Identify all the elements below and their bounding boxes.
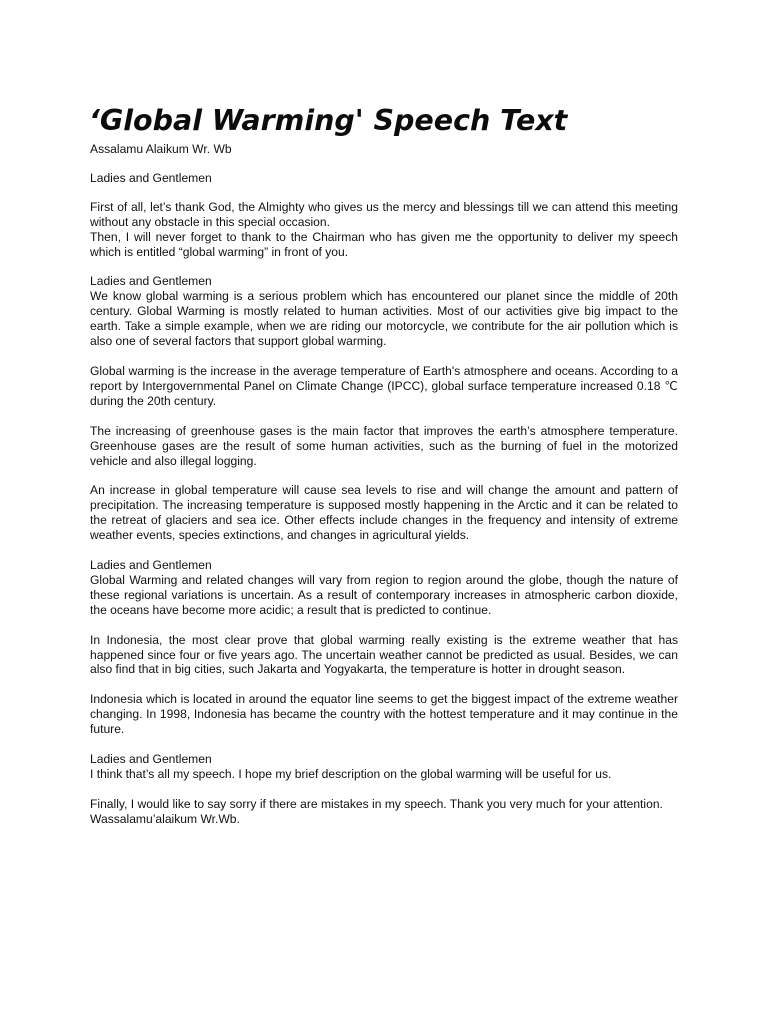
document-title: ‘Global Warming' Speech Text — [89, 104, 568, 137]
section-conclusion — [90, 752, 678, 782]
paragraph-equator: Indonesia which is located in around the equator line seems to get the biggest impact of the extreme weather changing. In 1998, Indonesia has became the country with the hottest temperature and it may continue in the future. — [90, 692, 678, 737]
paragraph-indonesia: In Indonesia, the most clear prove that global warming really existing is the extreme weather that has happened since four or five years ago. The uncertain weather cannot be predicted as usual. Besides, we can also find that in big cities, such Jakarta and Yogyakarta, the temperature is hotter in drought season. — [90, 632, 678, 677]
paragraph-greenhouse: The increasing of greenhouse gases is the main factor that improves the earth’s atmosphere temperature. Greenhouse gases are the result of some human activities, such as the burning of fuel in the motorized vehicle and also illegal logging. — [90, 423, 678, 468]
address-line: Ladies and Gentlemen — [90, 274, 212, 289]
section-global-warming — [90, 274, 678, 349]
opening-paragraphs — [90, 200, 678, 260]
greeting: Assalamu Alaikum Wr. Wb — [90, 142, 232, 156]
paragraph-regional: Global Warming and related changes will vary from region to region around the globe, though the nature of these regional variations is uncertain. As a result of contemporary increases in atmospheric carbon dioxide, the oceans have become more acidic; a result that is predicted to continue. — [90, 572, 678, 617]
address-line: Ladies and Gentlemen — [90, 558, 212, 573]
paragraph-definition: Global warming is the increase in the average temperature of Earth's atmosphere and oceans. According to a report by Intergovernmental Panel on Climate Change (IPCC), global surface temperature increased 0.18 ℃ during the 20th century. — [90, 363, 678, 408]
closing-salutation: Wassalamu’alaikum Wr.Wb. — [90, 811, 240, 826]
address-line: Ladies and Gentlemen — [90, 170, 212, 185]
paragraph-thanks: Then, I will never forget to thank to the Chairman who has given me the opportunity to deliver my speech which is entitled “global warming” in front of you. — [90, 229, 678, 259]
paragraph-problem: We know global warming is a serious problem which has encountered our planet since the middle of 20th century. Global Warming is mostly related to human activities. Most of our activities give big impact to the earth. Take a simple example, when we are riding our motorcycle, we contribute for the air pollution which is also one of several factors that support global warming. — [90, 289, 678, 349]
address-line: Ladies and Gentlemen — [90, 752, 212, 767]
paragraph-apology: Finally, I would like to say sorry if there are mistakes in my speech. Thank you very much for your attention. — [90, 796, 663, 811]
paragraph-conclusion: I think that’s all my speech. I hope my brief description on the global warming will be useful for us. — [90, 767, 612, 781]
document-page — [90, 104, 678, 827]
section-regional — [90, 558, 678, 618]
paragraph-effects: An increase in global temperature will cause sea levels to rise and will change the amount and pattern of precipitation. The increasing temperature is supposed mostly happening in the Arctic and it can be related to the retreat of glaciers and sea ice. Other effects include changes in the frequency and intensity of extreme weather events, species extinctions, and changes in agricultural yields. — [90, 483, 678, 543]
paragraph-opening: First of all, let’s thank God, the Almighty who gives us the mercy and blessings till we can attend this meeting without any obstacle in this special occasion. — [90, 199, 678, 229]
